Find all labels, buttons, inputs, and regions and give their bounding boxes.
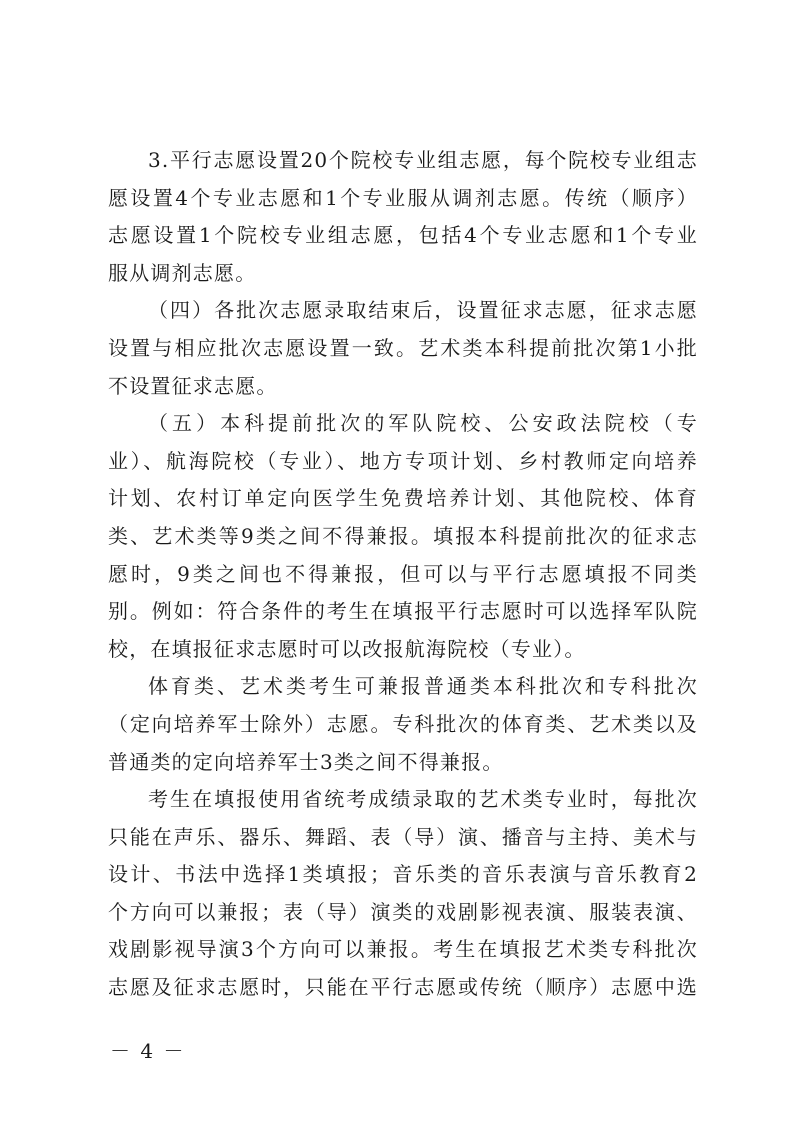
paragraph-line: 类、艺术类等9类之间不得兼报。填报本科提前批次的征求志 bbox=[108, 523, 698, 548]
body-text bbox=[108, 142, 698, 1007]
paragraph-line: 愿设置4个专业志愿和1个专业服从调剂志愿。传统（顺序） bbox=[108, 185, 698, 210]
paragraph-line: 服从调剂志愿。 bbox=[108, 260, 257, 285]
paragraph-line: （定向培养军士除外）志愿。专科批次的体育类、艺术类以及 bbox=[108, 711, 698, 736]
paragraph-line: 设计、书法中选择1类填报；音乐类的音乐表演与音乐教育2 bbox=[108, 862, 698, 887]
paragraph-line: 个方向可以兼报；表（导）演类的戏剧影视表演、服装表演、 bbox=[108, 899, 698, 924]
paragraph-line: 别。例如：符合条件的考生在填报平行志愿时可以选择军队院 bbox=[108, 599, 698, 624]
paragraph-line: 普通类的定向培养军士3类之间不得兼报。 bbox=[108, 749, 504, 774]
paragraph-line: 愿时，9类之间也不得兼报，但可以与平行志愿填报不同类 bbox=[108, 561, 698, 586]
paragraph-line: 考生在填报使用省统考成绩录取的艺术类专业时，每批次 bbox=[148, 787, 698, 812]
paragraph-line: （四）各批次志愿录取结束后，设置征求志愿，征求志愿 bbox=[148, 298, 698, 323]
paragraph-line: 只能在声乐、器乐、舞蹈、表（导）演、播音与主持、美术与 bbox=[108, 824, 698, 849]
paragraph-line: 志愿及征求志愿时，只能在平行志愿或传统（顺序）志愿中选 bbox=[108, 975, 698, 1000]
paragraph-line: 3.平行志愿设置20个院校专业组志愿，每个院校专业组志 bbox=[148, 148, 698, 172]
paragraph-line: 志愿设置1个院校专业组志愿，包括4个专业志愿和1个专业 bbox=[108, 223, 698, 248]
paragraph-line: （五）本科提前批次的军队院校、公安政法院校（专 bbox=[148, 411, 698, 436]
paragraph-line: 校，在填报征求志愿时可以改报航海院校（专业）。 bbox=[108, 636, 586, 661]
paragraph-line: 设置与相应批次志愿设置一致。艺术类本科提前批次第1小批 bbox=[108, 335, 698, 360]
paragraph-line: 业）、航海院校（专业）、地方专项计划、乡村教师定向培养 bbox=[108, 448, 698, 473]
paragraph-line: 计划、农村订单定向医学生免费培养计划、其他院校、体育 bbox=[108, 486, 698, 511]
paragraph-line: 不设置征求志愿。 bbox=[108, 373, 278, 398]
paragraph-line: 体育类、艺术类考生可兼报普通类本科批次和专科批次 bbox=[148, 674, 698, 699]
paragraph-line: 戏剧影视导演3个方向可以兼报。考生在填报艺术类专科批次 bbox=[108, 937, 698, 962]
page-number: － 4 － bbox=[110, 1039, 186, 1063]
